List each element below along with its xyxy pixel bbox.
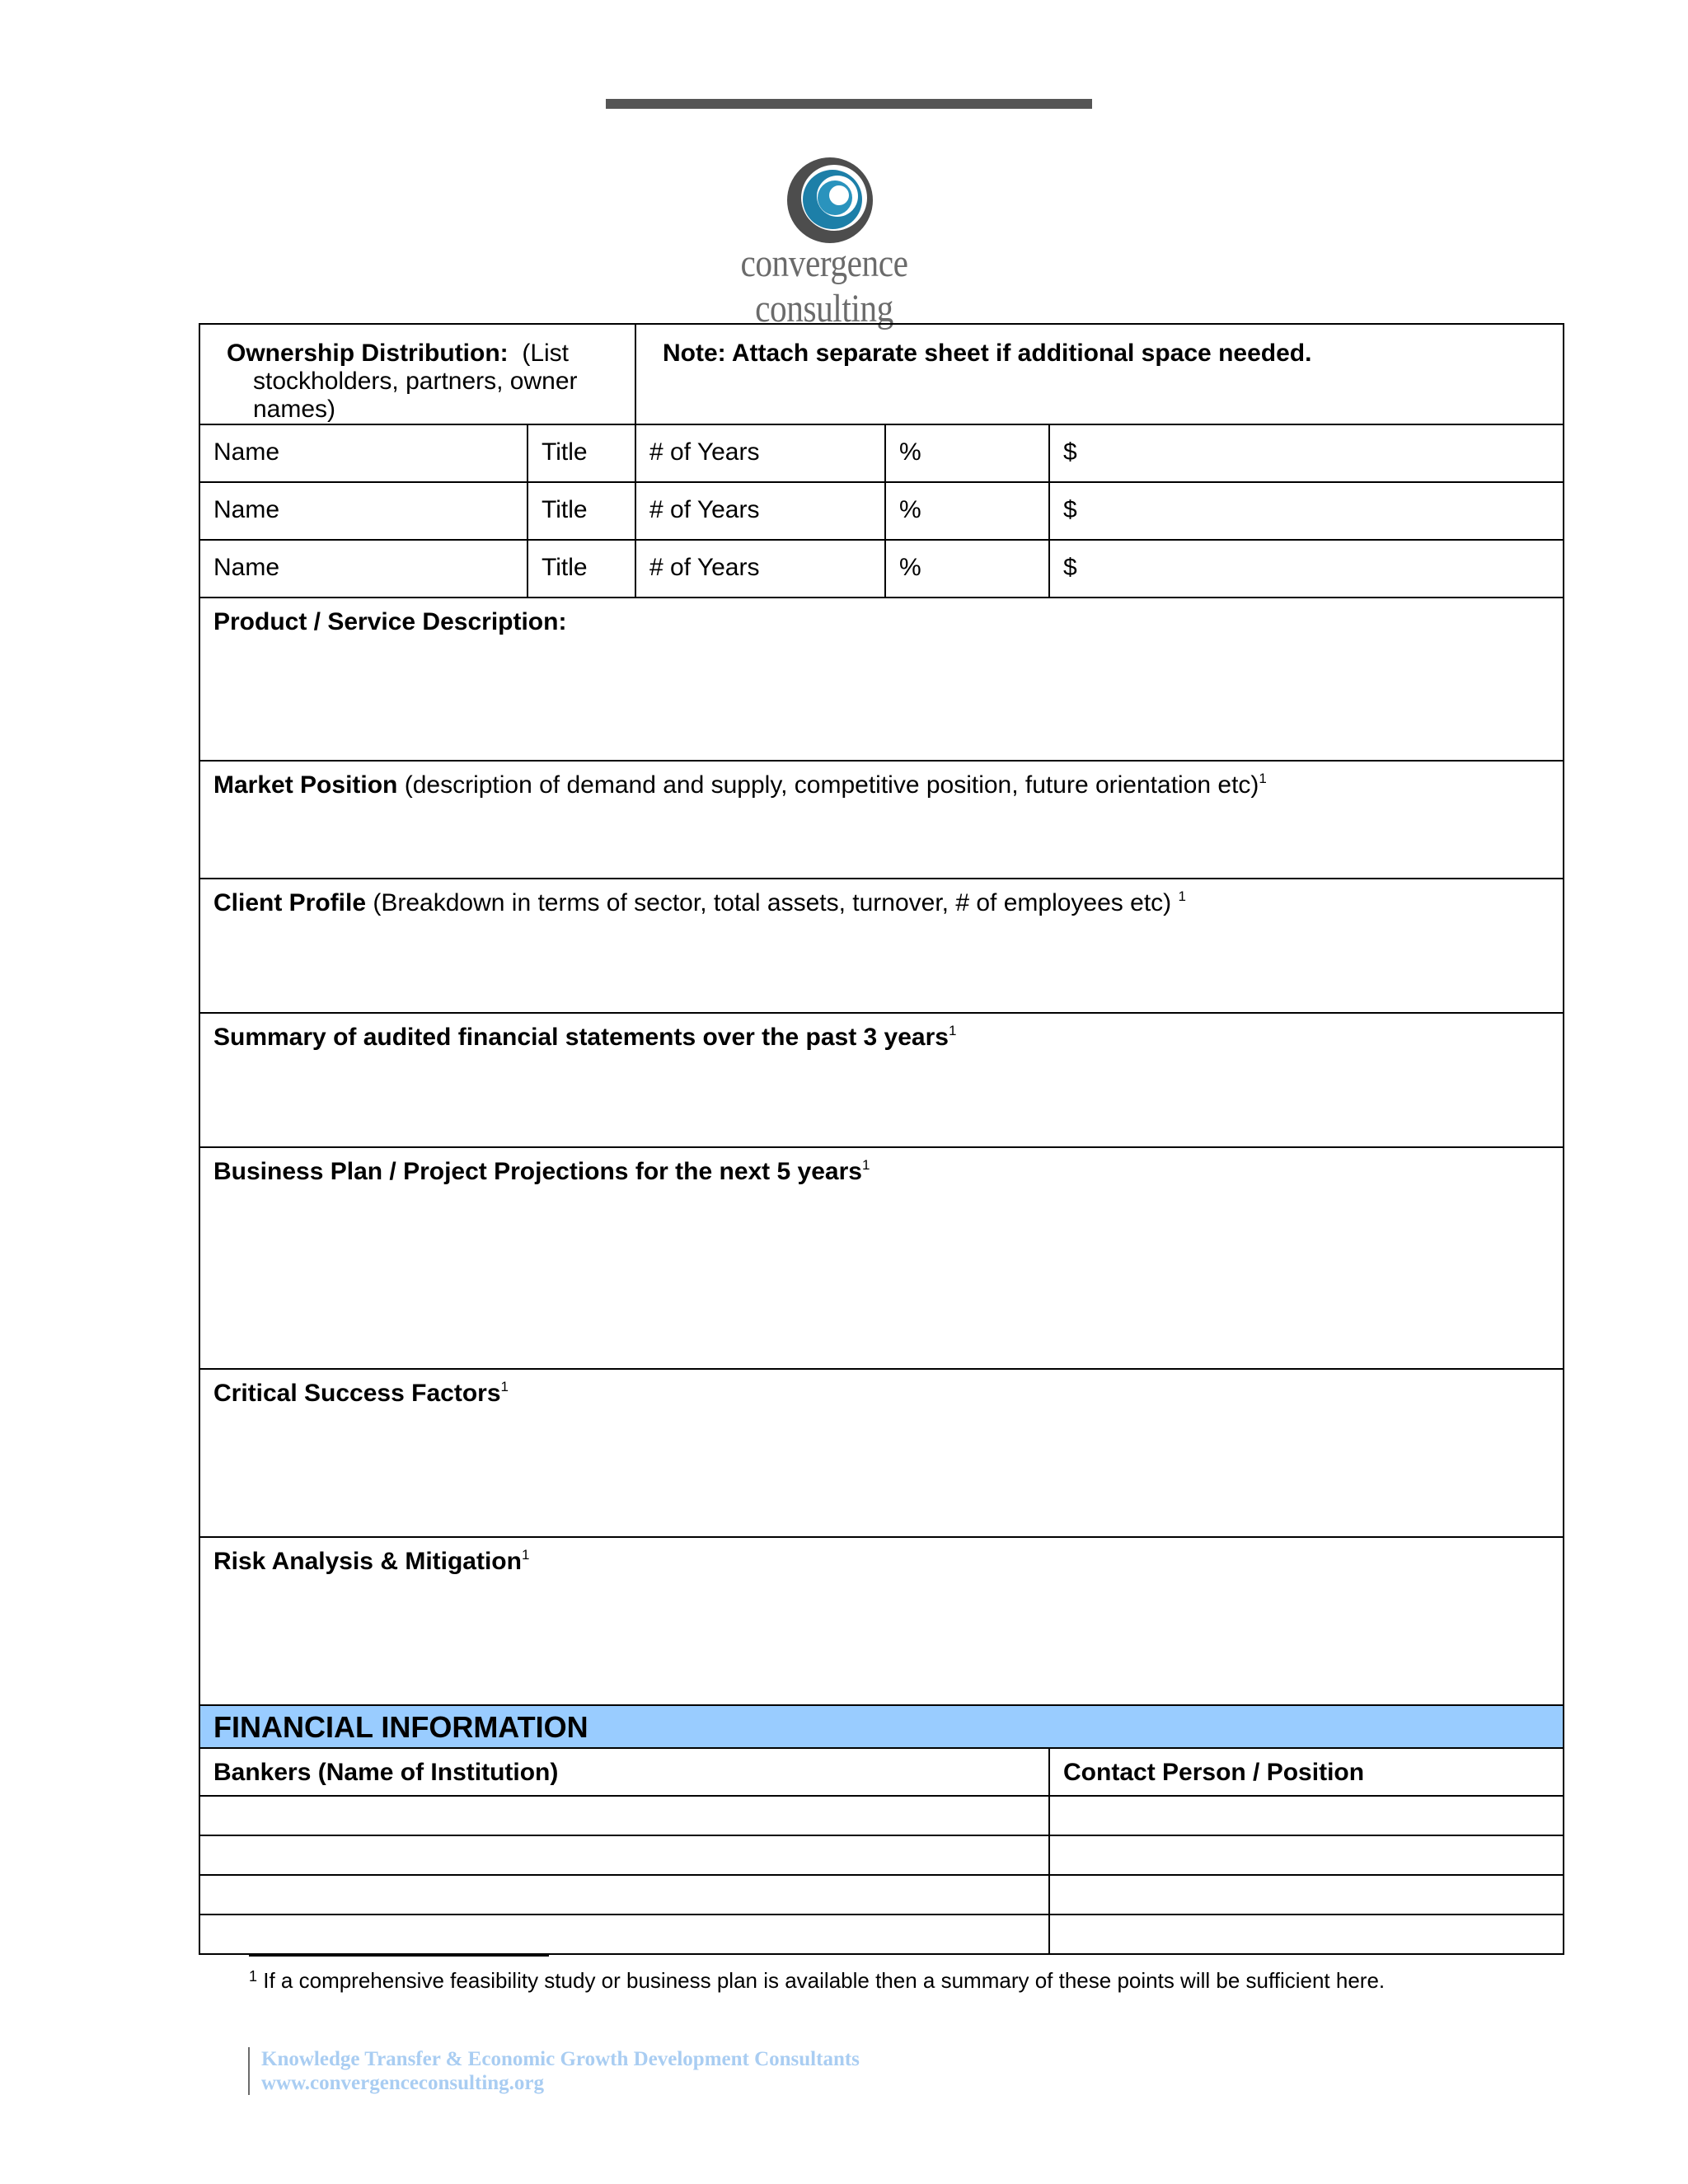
- financial-summary-field[interactable]: [199, 1013, 1564, 1147]
- owner-years-field[interactable]: # of Years: [635, 424, 885, 482]
- banker-contact-field[interactable]: [1049, 1915, 1564, 1954]
- product-description-field[interactable]: [199, 598, 1564, 761]
- owner-name-field[interactable]: Name: [199, 482, 528, 540]
- client-profile-label: Client Profile: [213, 889, 367, 916]
- ownership-instructions: (List stockholders, partners, owner names): [253, 340, 578, 423]
- financial-summary-row: [199, 1013, 1564, 1147]
- banker-row: [199, 1915, 1564, 1954]
- business-plan-label: Business Plan / Project Projections for the next 5 years: [213, 1158, 862, 1185]
- banker-row: [199, 1875, 1564, 1915]
- bankers-column-header: Bankers (Name of Institution): [199, 1748, 1049, 1796]
- business-plan-field[interactable]: [199, 1147, 1564, 1369]
- critical-success-row: [199, 1369, 1564, 1537]
- owner-title-field[interactable]: Title: [528, 424, 635, 482]
- owner-amount-field[interactable]: $: [1049, 540, 1564, 598]
- banker-contact-field[interactable]: [1049, 1796, 1564, 1835]
- banker-contact-field[interactable]: [1049, 1875, 1564, 1915]
- owner-row: [199, 482, 1564, 540]
- market-position-label: Market Position: [213, 771, 398, 799]
- product-description-label: Product / Service Description:: [213, 608, 567, 635]
- risk-analysis-row: [199, 1537, 1564, 1705]
- footer-website-link[interactable]: www.convergenceconsulting.org: [261, 2072, 545, 2094]
- owner-percent-field[interactable]: %: [885, 424, 1049, 482]
- market-position-description: (description of demand and supply, competitive position, future orientation etc): [404, 771, 1259, 799]
- risk-analysis-label: Risk Analysis & Mitigation: [213, 1548, 522, 1575]
- footnote-marker: 1: [249, 1968, 258, 1985]
- owner-title-field[interactable]: Title: [528, 482, 635, 540]
- company-logo: [659, 148, 989, 330]
- footnote-ref: 1: [948, 1023, 957, 1038]
- owner-years-field[interactable]: # of Years: [635, 540, 885, 598]
- contact-column-header: Contact Person / Position: [1049, 1748, 1564, 1796]
- owner-amount-field[interactable]: $: [1049, 482, 1564, 540]
- client-profile-description: (Breakdown in terms of sector, total assets, turnover, # of employees etc): [373, 889, 1172, 916]
- page-footer: [248, 2047, 860, 2095]
- critical-success-field[interactable]: [199, 1369, 1564, 1537]
- ownership-header-row: [199, 324, 1564, 424]
- footnote-ref: 1: [861, 1157, 870, 1173]
- footnote-ref: 1: [1178, 888, 1186, 904]
- logo-wordmark: convergence consulting: [740, 241, 908, 330]
- critical-success-label: Critical Success Factors: [213, 1380, 501, 1407]
- business-plan-row: [199, 1147, 1564, 1369]
- footer-tagline: Knowledge Transfer & Economic Growth Development Consultants: [261, 2048, 860, 2070]
- application-form-table: [199, 323, 1564, 1955]
- footnote: [249, 1968, 1385, 1993]
- footnote-ref: 1: [1259, 771, 1267, 786]
- footnote-ref: 1: [521, 1547, 530, 1563]
- market-position-field[interactable]: [199, 761, 1564, 879]
- header-rule: [606, 99, 1092, 109]
- owner-title-field[interactable]: Title: [528, 540, 635, 598]
- spiral-logo-icon: [785, 155, 875, 246]
- product-description-row: [199, 598, 1564, 761]
- banker-name-field[interactable]: [199, 1915, 1049, 1954]
- ownership-label: Ownership Distribution:: [227, 340, 509, 367]
- banker-row: [199, 1796, 1564, 1835]
- risk-analysis-field[interactable]: [199, 1537, 1564, 1705]
- attach-note-text: Note: Attach separate sheet if additional space needed.: [663, 340, 1312, 367]
- owner-name-field[interactable]: Name: [199, 540, 528, 598]
- owner-row: [199, 540, 1564, 598]
- client-profile-row: [199, 879, 1564, 1013]
- footnote-text: If a comprehensive feasibility study or business plan is available then a summary of these points will be sufficient here.: [263, 1968, 1386, 1993]
- owner-percent-field[interactable]: %: [885, 540, 1049, 598]
- banker-name-field[interactable]: [199, 1875, 1049, 1915]
- banker-name-field[interactable]: [199, 1796, 1049, 1835]
- footnote-separator: [249, 1955, 549, 1957]
- attach-note-cell: [635, 324, 1564, 424]
- financial-information-heading: FINANCIAL INFORMATION: [199, 1705, 1564, 1748]
- ownership-distribution-cell: [199, 324, 635, 424]
- banker-name-field[interactable]: [199, 1835, 1049, 1875]
- financial-heading-row: [199, 1705, 1564, 1748]
- owner-years-field[interactable]: # of Years: [635, 482, 885, 540]
- owner-name-field[interactable]: Name: [199, 424, 528, 482]
- financial-summary-label: Summary of audited financial statements over the past 3 years: [213, 1024, 949, 1051]
- footnote-ref: 1: [500, 1379, 509, 1394]
- banker-row: [199, 1835, 1564, 1875]
- owner-row: [199, 424, 1564, 482]
- banker-contact-field[interactable]: [1049, 1835, 1564, 1875]
- bankers-header-row: [199, 1748, 1564, 1796]
- market-position-row: [199, 761, 1564, 879]
- owner-amount-field[interactable]: $: [1049, 424, 1564, 482]
- client-profile-field[interactable]: [199, 879, 1564, 1013]
- owner-percent-field[interactable]: %: [885, 482, 1049, 540]
